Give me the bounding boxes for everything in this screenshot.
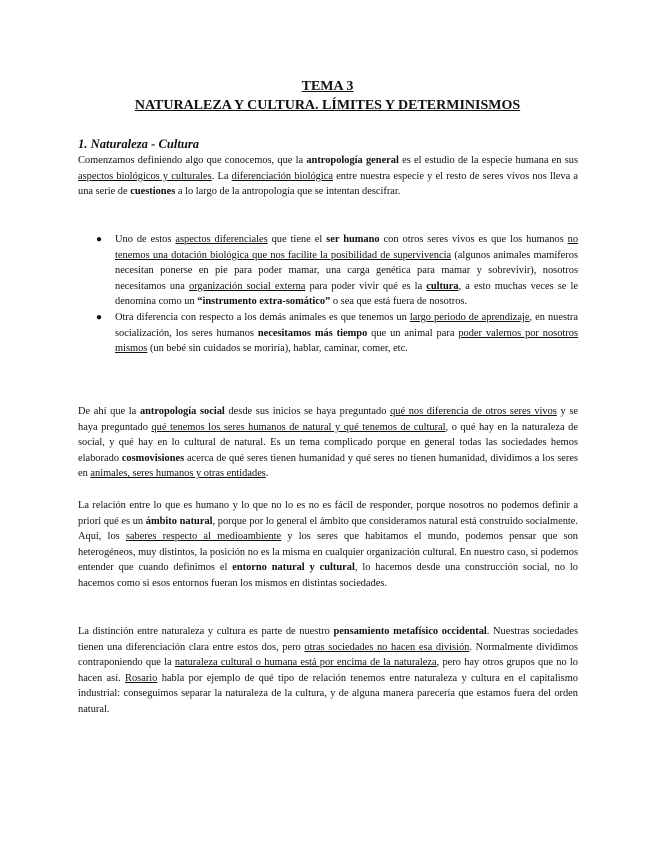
bold-term: ser humano <box>326 234 380 245</box>
text-run: De ahí que la <box>78 406 140 417</box>
text-run: La relación entre lo que es humano y lo que no lo es no es fácil de responder, porque nosotros no podemos definir a priori qué es un <box>78 500 578 527</box>
document-title-line2: NATURALEZA Y CULTURA. LÍMITES Y DETERMINISMOS <box>134 98 521 113</box>
text-run: . Normalmente dividimos contraponiendo que la <box>78 641 578 669</box>
paragraph-1 <box>78 153 578 200</box>
text-run: , pero hay otros grupos que no lo hacen así. <box>78 657 578 684</box>
underlined-phrase: aspectos diferenciales <box>175 234 268 245</box>
text-run: habla por ejemplo de qué tipo de relación tenemos entre naturaleza y cultura en el capitalismo industrial: conseguimos separar la naturaleza de la cultura, y de alguna manera parecería que estamos fuera del orden natural. <box>78 672 579 715</box>
text-run: , o qué hay en la naturaleza de social, y qué hay en lo cultural de natural. Es un tema complicado porque en general todas las sociedades hemos elaborado <box>78 421 578 464</box>
underlined-phrase: naturaleza cultural o humana está por encima de la naturaleza <box>174 657 437 669</box>
text-run: Otra diferencia con respecto a los demás animales es que tenemos un <box>115 311 410 323</box>
text-run: Comenzamos definiendo algo que conocemos, que la <box>78 155 307 166</box>
underlined-phrase: animales, seres humanos y otras entidades <box>90 468 266 480</box>
paragraph-2 <box>78 404 578 482</box>
text-run: , porque por lo general el ámbito que consideramos natural está construido socialmente. Aquí, los <box>78 515 578 543</box>
underlined-phrase: diferenciación biológica <box>231 170 333 182</box>
underlined-phrase: aspectos biológicos y culturales <box>78 170 212 182</box>
bullet-dot-icon: ● <box>96 234 103 245</box>
bold-term: antropología general <box>306 155 399 166</box>
text-run: . Nuestras sociedades tienen una diferenciación clara entre estos dos, pero <box>78 626 578 653</box>
underlined-phrase: Rosario <box>125 672 158 684</box>
bullet-item-2 <box>78 310 578 357</box>
text-run: , a esto muchas veces se le denomina como un <box>115 280 578 308</box>
text-run: a lo largo de la antropología que se intentan descifrar. <box>175 186 401 198</box>
text-run: y se haya preguntado <box>78 406 579 433</box>
underlined-phrase: largo periodo de aprendizaje <box>409 311 530 323</box>
text-run: desde sus inicios se haya preguntado <box>224 406 391 417</box>
underlined-phrase: qué tenemos los seres humanos de natural y qué tenemos de cultural <box>151 421 446 433</box>
paragraph-3 <box>78 498 578 592</box>
bold-term: antropología social <box>139 406 225 417</box>
text-run: . <box>265 468 269 480</box>
text-run: que tiene el <box>267 234 327 245</box>
bold-term: necesitamos más tiempo <box>257 327 368 339</box>
paragraph-4 <box>78 624 578 718</box>
text-run: que un animal para <box>367 327 459 339</box>
text-run: es el estudio de la especie humana en sus <box>398 155 578 166</box>
underlined-phrase: poder valernos por nosotros mismos <box>115 327 578 355</box>
bold-term: cuestiones <box>130 186 176 198</box>
text-run: o sea que está fuera de nosotros. <box>330 296 468 308</box>
text-run: (algunos animales mamíferos necesitan ponerse en pie para poder mamar, una carga genética para mamar y sobrevivir), nosotros necesitamos una <box>115 249 578 292</box>
bullet-item-1 <box>78 232 578 310</box>
underlined-phrase: no tenemos una dotación biológica que nos facilite la posibilidad de supervivencia <box>115 234 579 261</box>
text-run: , en nuestra socialización, los seres humanos <box>115 311 578 339</box>
bold-term: pensamiento metafísico occidental <box>333 626 487 637</box>
text-run: La distinción entre naturaleza y cultura es parte de nuestro <box>78 626 334 637</box>
section-heading: 1. Naturaleza - Cultura <box>78 137 200 151</box>
bold-term: “instrumento extra-somático” <box>197 296 331 308</box>
bullet-dot-icon: ● <box>96 311 103 323</box>
text-run: entre nuestra especie y el resto de seres vivos nos lleva a una serie de <box>78 170 578 198</box>
underlined-phrase: saberes respecto al medioambiente <box>125 531 282 543</box>
text-run: Uno de estos <box>115 234 176 245</box>
bold-underlined-term: cultura <box>426 280 459 292</box>
text-run: (un bebé sin cuidados se moriría), hablar, caminar, comer, etc. <box>147 343 408 355</box>
text-run: con otros seres vivos es que los humanos <box>379 234 568 245</box>
document-title-line1: TEMA 3 <box>301 79 354 94</box>
underlined-phrase: qué nos diferencia de otros seres vivos <box>390 406 557 417</box>
bold-term: entorno natural y cultural <box>232 562 355 574</box>
text-run: . La <box>211 170 232 182</box>
bold-term: cosmovisiones <box>121 452 185 464</box>
bold-term: ámbito natural <box>145 515 213 527</box>
text-run: y los seres que habitamos el mundo, podemos pensar que son heterogéneos, muy distintos, la posición no es la misma en cualquier organización cultural. En nuestro caso, si podemos entender que cuando definimos el <box>78 531 578 574</box>
text-run: , lo hacemos desde una construcción social, no lo hacemos como si esos entornos fueran los mismos en distintas sociedades. <box>78 562 578 589</box>
underlined-phrase: otras sociedades no hacen esa división <box>304 641 470 653</box>
underlined-phrase: organización social externa <box>188 280 306 292</box>
text-run: para poder vivir qué es la <box>305 280 427 292</box>
bullet-list <box>78 232 578 357</box>
text-run: acerca de qué seres tienen humanidad y qué seres no tienen humanidad, dividimos a los seres en <box>78 452 578 480</box>
